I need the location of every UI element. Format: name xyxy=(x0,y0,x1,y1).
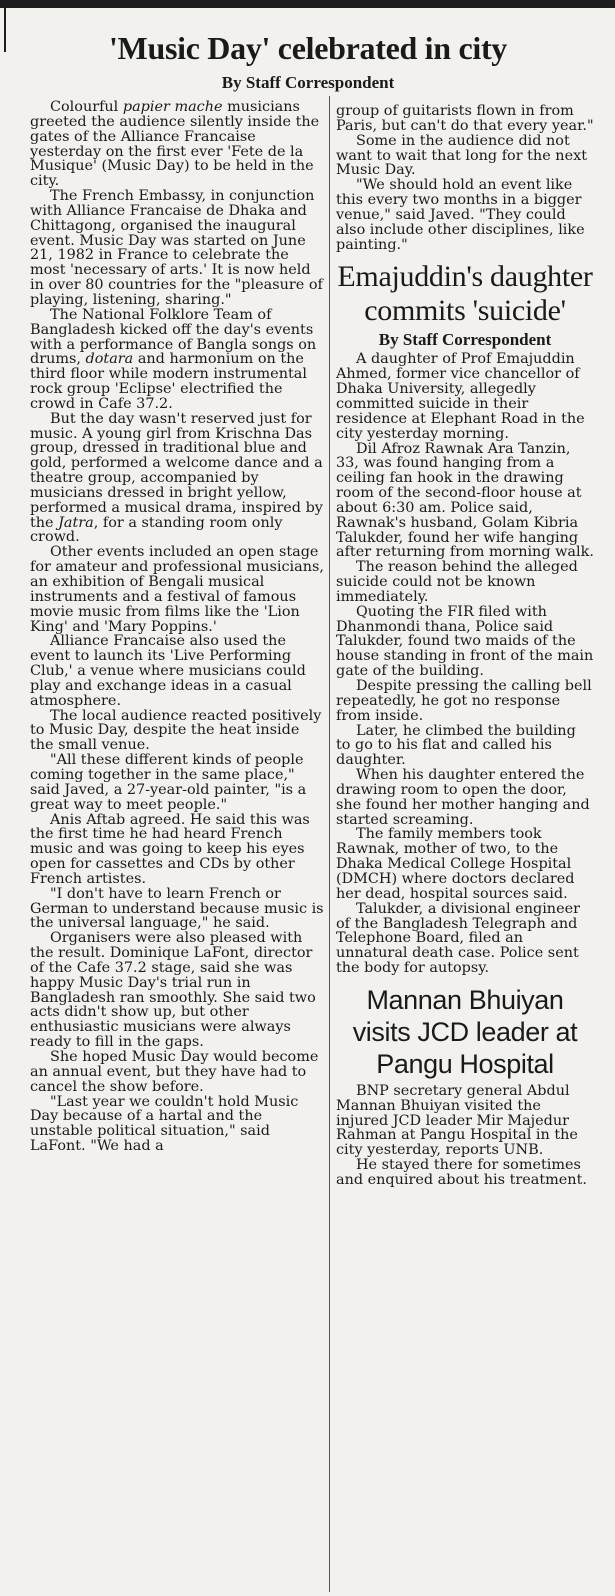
paragraph: BNP secretary general Abdul Mannan Bhuiyan visited the injured JCD leader Mir Majedur Rahman at Pangu Hospital in the city yesterday, reports UNB. xyxy=(336,1082,578,1159)
top-rule xyxy=(0,0,615,8)
paragraph: The local audience reacted positively to Music Day, despite the heat inside the small venue. xyxy=(30,707,322,754)
paragraph: Despite pressing the calling bell repeatedly, he got no response from inside. xyxy=(336,678,592,724)
main-byline: By Staff Correspondent xyxy=(221,73,395,92)
paragraph: Anis Aftab agreed. He said this was the first time he had heard French music and was going to keep his eyes open for cassettes and CDs by other French artistes. xyxy=(30,811,310,887)
story2-body xyxy=(336,352,594,975)
paragraph: A daughter of Prof Emajuddin Ahmed, former vice chancellor of Dhaka University, allegedly committed suicide in their residence at Elephant Road in the city yesterday morning. xyxy=(336,351,585,442)
paragraph: Talukder, a divisional engineer of the Bangladesh Telegraph and Telephone Board, filed an unnatural death case. Police sent the body for autopsy. xyxy=(336,900,580,977)
paragraph: She hoped Music Day would become an annual event, but they have had to cancel the show before. xyxy=(30,1049,319,1095)
paragraph: "Last year we couldn't hold Music Day because of a hartal and the unstable political situation," said LaFont. "We had a xyxy=(30,1093,299,1155)
paragraph: Alliance Francaise also used the event to launch its 'Live Performing Club,' a venue where musicians could play and exchange ideas in a casual atmosphere. xyxy=(30,633,306,709)
paragraph: Dil Afroz Rawnak Ara Tanzin, 33, was found hanging from a ceiling fan hook in the drawing room of the second-floor house at about 6:30 am. Police said, Rawnak's husband, Golam Kibria Talukder, found her wife hanging after returning from morning walk. xyxy=(336,440,594,561)
paragraph: Some in the audience did not want to wait that long for the next Music Day. xyxy=(336,132,587,179)
column-divider xyxy=(329,96,330,1592)
paragraph: "I don't have to learn French or German to understand because music is the universal language," he said. xyxy=(30,885,324,932)
paragraph: When his daughter entered the drawing room to open the door, she found her mother hanging and started screaming. xyxy=(336,767,590,828)
paragraph: Quoting the FIR filed with Dhanmondi thana, Police said Talukder, found two maids of the house standing in front of the main gate of the building. xyxy=(336,603,594,680)
main-headline: 'Music Day' celebrated in city xyxy=(108,30,508,66)
right-column xyxy=(336,104,594,1188)
left-rule xyxy=(4,8,6,52)
paragraph: The reason behind the alleged suicide could not be known immediately. xyxy=(336,559,578,605)
paragraph: He stayed there for sometimes and enquired about his treatment. xyxy=(336,1157,587,1188)
paragraph: Colourful papier mache musicians greeted the audience silently inside the gates of the Alliance Francaise yesterday on the first ever 'Fete de la Musique' (Music Day) to be held in the city. xyxy=(30,99,320,190)
paragraph: The family members took Rawnak, mother of two, to the Dhaka Medical College Hospital (DMCH) where doctors declared her dead, hospital sources said. xyxy=(336,826,575,902)
paragraph: The French Embassy, in conjunction with Alliance Francaise de Dhaka and Chittagong, organised the inaugural event. Music Day was started on June 21, 1982 in France to celebrate the most 'necessary of arts.' It is now held in over 80 countries for the "pleasure of playing, listening, sharing." xyxy=(30,188,323,308)
paragraph: But the day wasn't reserved just for music. A young girl from Krischna Das group, dressed in traditional blue and gold, performed a welcome dance and a theatre group, accompanied by musicians dressed in bright yellow, performed a musical drama, inspired by the Jatra, for a standing room only crowd. xyxy=(30,410,323,546)
paragraph: Later, he climbed the building to go to his flat and called his daughter. xyxy=(336,722,576,769)
story2-headline: Emajuddin's daughter commits 'suicide' xyxy=(337,260,593,328)
paragraph: "All these different kinds of people coming together in the same place," said Javed, a 27-year-old painter, "is a great way to meet people." xyxy=(30,752,307,813)
main-story-continuation xyxy=(336,104,594,252)
paragraph: Organisers were also pleased with the result. Dominique LaFont, director of the Cafe 37.2 stage, said she was happy Music Day's trial run in Bangladesh ran smoothly. She said two acts didn't show up, but other enthusiastic musicians were always ready to fill in the gaps. xyxy=(30,930,316,1051)
paragraph: group of guitarists flown in from Paris, but can't do that every year." xyxy=(336,103,594,134)
story3-body xyxy=(336,1084,594,1188)
paragraph: "We should hold an event like this every two months in a bigger venue," said Javed. "They could also include other disciplines, like painting." xyxy=(336,177,585,253)
paragraph: The National Folklore Team of Bangladesh kicked off the day's events with a performance of Bangla songs on drums, dotara and harmonium on the third floor while modern instrumental rock group 'Eclipse' electrified the crowd in Cafe 37.2. xyxy=(30,306,317,412)
paragraph: Other events included an open stage for amateur and professional musicians, an exhibition of Bengali musical instruments and a festival of famous movie music from films like the 'Lion King' and 'Mary Poppins.' xyxy=(30,544,324,635)
story2-byline: By Staff Correspondent xyxy=(378,330,552,350)
story3-headline: Mannan Bhuiyan visits JCD leader at Pangu Hospital xyxy=(352,984,578,1079)
main-story-column xyxy=(30,100,325,1154)
